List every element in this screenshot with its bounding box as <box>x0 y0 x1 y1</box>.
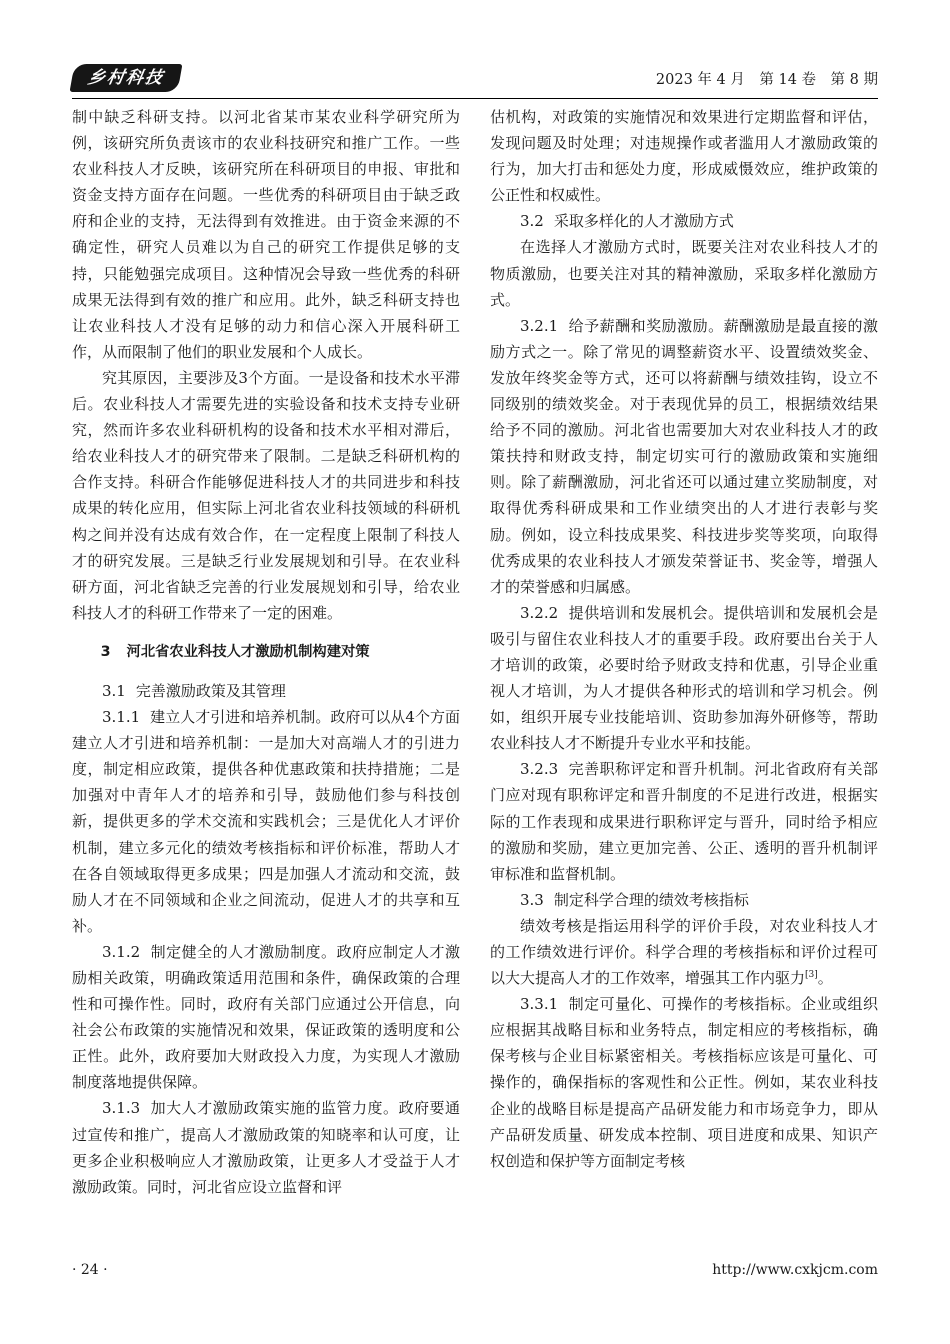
paragraph-3-2-1 <box>490 313 878 600</box>
subsection-number: 3.1 <box>102 681 126 700</box>
paragraph-3-3 <box>490 913 878 991</box>
journal-logo: 乡村科技 <box>70 64 183 92</box>
subsection-number: 3.3 <box>520 890 544 909</box>
subsection-heading-3-1 <box>72 678 460 704</box>
section-number: 3 <box>100 643 111 660</box>
subsection-number: 3.2.1 <box>520 316 559 335</box>
paragraph: 估机构，对政策的实施情况和效果进行定期监督和评估，发现问题及时处理；对违规操作或者滥用人才激励政策的行为，加大打击和惩处力度，形成威慑效应，维护政策的公正性和权威性。 <box>490 108 878 205</box>
paragraph-text: 政府要通过宣传和推广，提高人才激励政策的知晓率和认可度，让更多企业积极响应人才激励政策，让更多人才受益于人才激励政策。同时，河北省应设立监督和评 <box>72 1099 460 1196</box>
paragraph-3-2-3 <box>490 756 878 886</box>
paragraph-end: 。 <box>817 969 833 988</box>
citation-ref: [3] <box>805 970 818 981</box>
paragraph: 在选择人才激励方式时，既要关注对农业科技人才的物质激励，也要关注对其的精神激励，采取多样化激励方式。 <box>490 238 878 309</box>
journal-url: http://www.cxkjcm.com <box>712 1262 878 1278</box>
subsection-heading-3-3 <box>490 887 878 913</box>
paragraph-text: 薪酬激励是最直接的激励方式之一。除了常见的调整薪资水平、设置绩效奖金、发放年终奖金等方式，还可以将薪酬与绩效挂钩，设立不同级别的绩效奖金。对于表现优异的员工，根据绩效结果给予不同的激励。河北省也需要加大对农业科技人才的政策扶持和财政支持，制定切实可行的激励政策和实施细则。除了薪酬激励，河北省还可以通过建立奖励制度，对取得优秀科研成果和工作业绩突出的人才进行表彰与奖励。例如，设立科技成果奖、科技进步奖等奖项，向取得优秀成果的农业科技人才颁发荣誉证书、奖金等，增强人才的荣誉感和归属感。 <box>490 316 878 596</box>
subsection-title: 完善职称评定和晋升机制。 <box>568 760 755 779</box>
page-header <box>72 62 878 99</box>
subsection-title: 制定可量化、可操作的考核指标。 <box>568 995 802 1014</box>
paragraph: 究其原因，主要涉及3个方面。一是设备和技术水平滞后。农业科技人才需要先进的实验设备和技术支持专业研究，然而许多农业科研机构的设备和技术水平相对滞后，给农业科技人才的研究带来了限制。二是缺乏科研机构的合作支持。科研合作能够促进科技人才的共同进步和科技成果的转化应用，但实际上河北省农业科技领域的科研机构之间并没有达成有效合作，在一定程度上限制了科技人才的研究发展。三是缺乏行业发展规划和引导。在农业科研方面，河北省缺乏完善的行业发展规划和引导，给农业科技人才的科研工作带来了一定的困难。 <box>72 368 460 622</box>
paragraph-text: 绩效考核是指运用科学的评价手段，对农业科技人才的工作绩效进行评价。科学合理的考核指标和评价过程可以大大提高人才的工作效率，增强其工作内驱力 <box>490 916 878 988</box>
subsection-number: 3.3.1 <box>520 995 559 1014</box>
subsection-title: 采取多样化的人才激励方式 <box>553 212 734 231</box>
subsection-title: 完善激励政策及其管理 <box>135 681 286 700</box>
paragraph-3-1-2 <box>72 939 460 1096</box>
subsection-title: 建立人才引进和培养机制。 <box>150 708 331 727</box>
paragraph-text: 企业或组织应根据其战略目标和业务特点，制定相应的考核指标，确保考核与企业目标紧密相关。考核指标应该是可量化、可操作的，确保指标的客观性和公正性。例如，某农业科技企业的战略目标是提高产品研发能力和市场竞争力，即从产品研发质量、研发成本控制、项目进度和成果、知识产权创造和保护等方面制定考核 <box>490 995 878 1170</box>
paragraph-3-2-2 <box>490 600 878 757</box>
issue-info: 2023 年 4 月 第 14 卷 第 8 期 <box>655 72 878 88</box>
left-column <box>72 104 460 1200</box>
subsection-title: 制定科学合理的绩效考核指标 <box>553 890 749 909</box>
paragraph-3-1-1 <box>72 704 460 939</box>
paragraph-text: 政府应制定人才激励相关政策，明确政策适用范围和条件，确保政策的合理性和可操作性。同时，政府有关部门应通过公开信息，向社会公布政策的实施情况和效果，保证政策的透明度和公正性。此外，政府要加大财政投入力度，为实现人才激励制度落地提供保障。 <box>72 942 460 1092</box>
subsection-number: 3.1.1 <box>102 708 141 727</box>
paragraph: 制中缺乏科研支持。以河北省某市某农业科学研究所为例，该研究所负责该市的农业科技研究和推广工作。一些农业科技人才反映，该研究所在科研项目的申报、审批和资金支持方面存在问题。一些优秀的科研项目由于缺乏政府和企业的支持，无法得到有效推进。由于资金来源的不确定性，研究人员难以为自己的研究工作提供足够的支持，只能勉强完成项目。这种情况会导致一些优秀的科研成果无法得到有效的推广和应用。此外，缺乏科研支持也让农业科技人才没有足够的动力和信心深入开展科研工作，从而限制了他们的职业发展和个人成长。 <box>72 108 460 361</box>
subsection-heading-3-2 <box>490 208 878 234</box>
subsection-title: 加大人才激励政策实施的监管力度。 <box>150 1099 399 1118</box>
subsection-number: 3.2.2 <box>520 603 559 622</box>
section-title: 河北省农业科技人才激励机制构建对策 <box>126 643 370 660</box>
subsection-number: 3.2 <box>520 212 544 231</box>
subsection-number: 3.2.3 <box>520 760 559 779</box>
paragraph-text: 提供培训和发展机会是吸引与留住农业科技人才的重要手段。政府要出台关于人才培训的政策，必要时给予财政支持和优惠，引导企业重视人才培训，为人才提供各种形式的培训和学习机会。例如，组织开展专业技能培训、资助参加海外研修等，帮助农业科技人才不断提升专业水平和技能。 <box>490 603 878 753</box>
section-heading-3 <box>72 639 460 665</box>
subsection-title: 提供培训和发展机会。 <box>568 603 724 622</box>
subsection-number: 3.1.2 <box>102 942 141 961</box>
paragraph-3-1-3 <box>72 1095 460 1199</box>
paragraph-text: 河北省政府有关部门应对现有职称评定和晋升制度的不足进行改进，根据实际的工作表现和成果进行职称评定与晋升，同时给予相应的激励和奖励，建立更加完善、公正、透明的晋升机制评审标准和监督机制。 <box>490 760 878 883</box>
subsection-title: 给予薪酬和奖励激励。 <box>568 316 724 335</box>
subsection-number: 3.1.3 <box>102 1099 141 1118</box>
subsection-title: 制定健全的人才激励制度。 <box>150 942 337 961</box>
right-column <box>490 104 878 1174</box>
page-number: · 24 · <box>72 1262 108 1278</box>
paragraph-text: 政府可以从4个方面建立人才引进和培养机制：一是加大对高端人才的引进力度，制定相应政策，提供各种优惠政策和扶持措施；二是加强对中青年人才的培养和引导，鼓励他们参与科技创新，提供更多的学术交流和实践机会；三是优化人才评价机制，建立多元化的绩效考核指标和评价标准，帮助人才在各自领域取得更多成果；四是加强人才流动和交流，鼓励人才在不同领域和企业之间流动，促进人才的共享和互补。 <box>72 708 460 935</box>
paragraph-3-3-1 <box>490 991 878 1174</box>
